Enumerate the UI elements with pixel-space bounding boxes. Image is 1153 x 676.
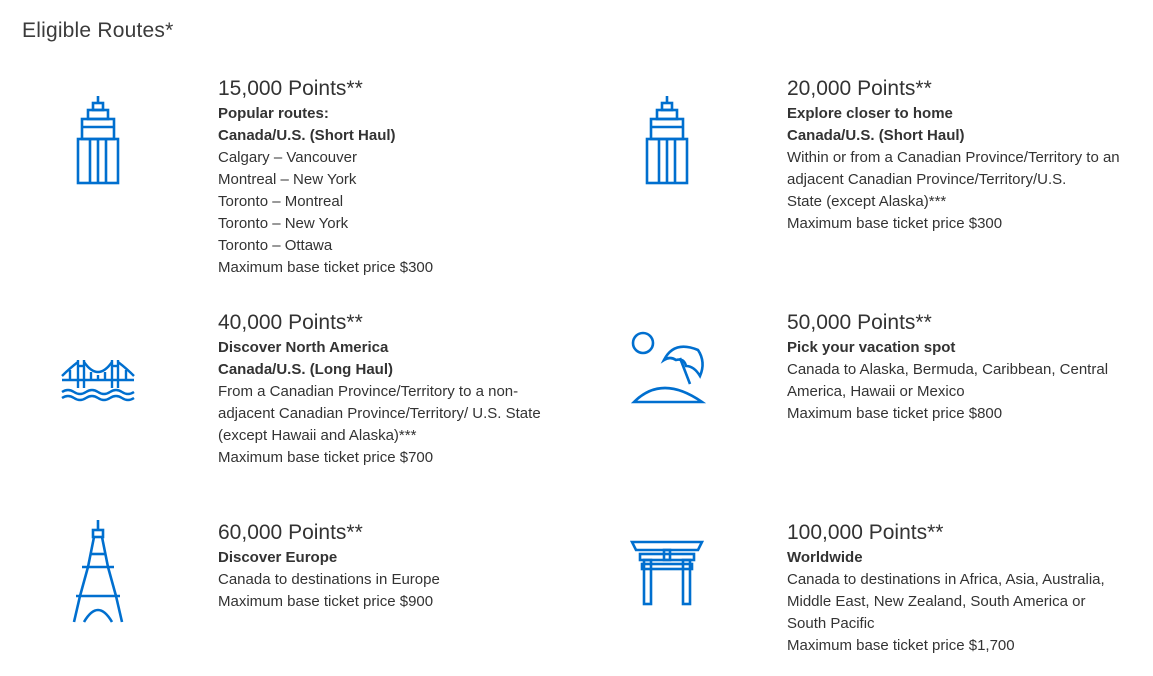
max-price: Maximum base ticket price $700 [218, 449, 434, 466]
route-line: Within or from a Canadian Province/Territory to an [787, 149, 1120, 166]
max-price: Maximum base ticket price $1,700 [787, 637, 1015, 654]
route-line: Calgary – Vancouver [218, 149, 357, 166]
points-heading: 60,000 Points** [218, 521, 363, 544]
route-line: Montreal – New York [218, 171, 357, 188]
golden-gate-bridge-icon [60, 356, 136, 402]
route-line: From a Canadian Province/Territory to a non- [218, 383, 519, 400]
route-100000 [787, 520, 1105, 657]
points-heading: 20,000 Points** [787, 77, 932, 100]
torii-gate-icon [630, 540, 704, 606]
empire-state-building-icon [645, 96, 689, 186]
eiffel-tower-icon [70, 520, 126, 624]
route-line: Canada to Alaska, Bermuda, Caribbean, Central [787, 361, 1109, 378]
route-subheadline: Canada/U.S. (Long Haul) [218, 361, 394, 378]
route-subheadline: Canada/U.S. (Short Haul) [218, 127, 396, 144]
route-headline: Worldwide [787, 549, 863, 566]
beach-umbrella-icon [628, 330, 708, 408]
route-line: (except Hawaii and Alaska)*** [218, 427, 417, 444]
route-50000 [787, 310, 1108, 425]
points-heading: 40,000 Points** [218, 311, 363, 334]
route-40000 [218, 310, 541, 469]
route-line: Toronto – Ottawa [218, 237, 333, 254]
route-headline: Discover Europe [218, 549, 338, 566]
route-line: Toronto – New York [218, 215, 349, 232]
route-line: America, Hawaii or Mexico [787, 383, 965, 400]
route-60000 [218, 520, 440, 613]
empire-state-building-icon [76, 96, 120, 186]
route-line: Canada to destinations in Europe [218, 571, 440, 588]
route-headline: Explore closer to home [787, 105, 953, 122]
route-15000 [218, 76, 433, 279]
route-headline: Discover North America [218, 339, 389, 356]
route-20000 [787, 76, 1120, 235]
max-price: Maximum base ticket price $900 [218, 593, 434, 610]
route-line: adjacent Canadian Province/Territory/ U.S. State [218, 405, 541, 422]
max-price: Maximum base ticket price $300 [218, 259, 434, 276]
route-line: South Pacific [787, 615, 875, 632]
points-heading: 100,000 Points** [787, 521, 944, 544]
route-headline: Popular routes: [218, 105, 329, 122]
page-title: Eligible Routes* [22, 19, 174, 42]
route-line: Toronto – Montreal [218, 193, 344, 210]
route-headline: Pick your vacation spot [787, 339, 956, 356]
points-heading: 50,000 Points** [787, 311, 932, 334]
max-price: Maximum base ticket price $800 [787, 405, 1003, 422]
points-heading: 15,000 Points** [218, 77, 363, 100]
route-line: adjacent Canadian Province/Territory/U.S. [787, 171, 1067, 188]
max-price: Maximum base ticket price $300 [787, 215, 1003, 232]
route-subheadline: Canada/U.S. (Short Haul) [787, 127, 965, 144]
route-line: State (except Alaska)*** [787, 193, 947, 210]
route-line: Middle East, New Zealand, South America or [787, 593, 1086, 610]
route-line: Canada to destinations in Africa, Asia, Australia, [787, 571, 1105, 588]
